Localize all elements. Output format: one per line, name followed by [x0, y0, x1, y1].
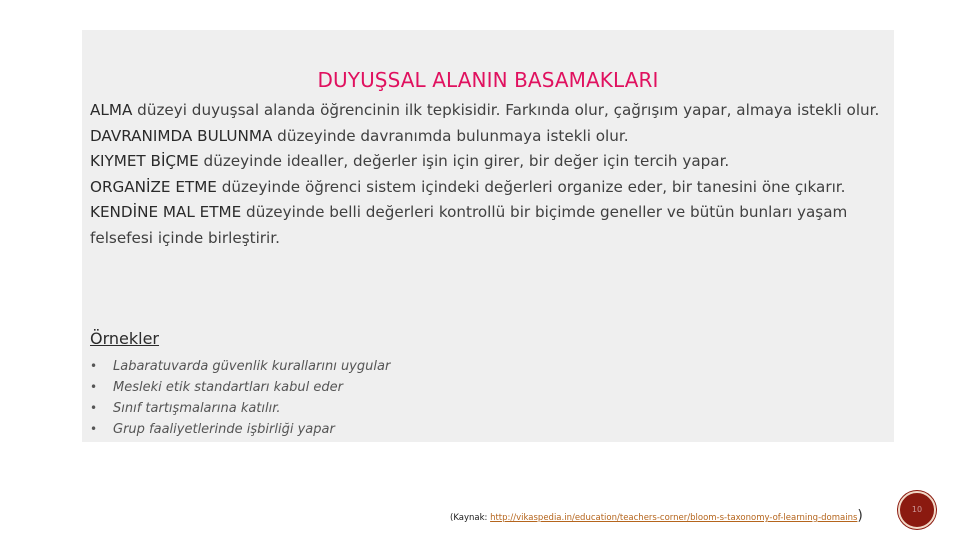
- level-paragraph-kiymet: [90, 149, 890, 175]
- page-number-badge: 10: [898, 491, 936, 529]
- level-term: DAVRANIMDA BULUNMA: [90, 126, 273, 145]
- bullet-icon: •: [90, 380, 98, 394]
- level-paragraph-organize: [90, 175, 890, 201]
- level-text: düzeyinde öğrenci sistem içindeki değerleri organize eder, bir tanesini öne çıkarır.: [216, 177, 846, 196]
- example-text: Sınıf tartışmalarına katılır.: [113, 401, 281, 416]
- level-text: düzeyi duyuşsal alanda öğrencinin ilk tepkisidir. Farkında olur, çağrışım yapar, almaya istekli olur.: [132, 101, 880, 119]
- examples-heading: Örnekler: [90, 329, 160, 348]
- source-link[interactable]: http://vikaspedia.in/education/teachers-corner/bloom-s-taxonomy-of-learning-domains: [490, 513, 858, 523]
- bullet-icon: •: [90, 422, 98, 436]
- level-term: KENDİNE MAL ETME: [90, 203, 242, 222]
- bullet-icon: •: [90, 401, 98, 415]
- level-paragraph-alma: [90, 98, 890, 124]
- level-text: düzeyinde belli değerleri kontrollü bir biçimde geneller ve bütün bunları yaşam felsefesi içinde birleştirir.: [90, 203, 848, 247]
- level-paragraph-kendine: [90, 200, 890, 251]
- list-item: [90, 356, 390, 377]
- list-item: [90, 419, 390, 440]
- source-citation: [450, 508, 863, 524]
- list-item: [90, 398, 390, 419]
- bullet-icon: •: [90, 359, 98, 373]
- example-text: Labaratuvarda güvenlik kurallarını uygular: [113, 359, 391, 374]
- examples-list: [90, 356, 390, 440]
- example-text: Grup faaliyetlerinde işbirliği yapar: [113, 422, 335, 437]
- content-panel: [82, 30, 894, 442]
- source-prefix: (Kaynak:: [450, 513, 491, 523]
- slide-title: DUYUŞSAL ALANIN BASAMAKLARI: [317, 68, 659, 92]
- level-paragraph-davranimda: [90, 124, 890, 150]
- level-text: düzeyinde idealler, değerler işin için girer, bir değer için tercih yapar.: [198, 152, 730, 171]
- list-item: [90, 377, 390, 398]
- level-text: düzeyinde davranımda bulunmaya istekli olur.: [272, 126, 629, 145]
- source-suffix: ): [857, 508, 863, 524]
- example-text: Mesleki etik standartları kabul eder: [113, 380, 343, 395]
- level-term: ORGANİZE ETME: [90, 177, 217, 196]
- level-term: KIYMET BİÇME: [90, 152, 199, 171]
- level-term: ALMA: [90, 101, 133, 119]
- levels-description: [90, 98, 890, 252]
